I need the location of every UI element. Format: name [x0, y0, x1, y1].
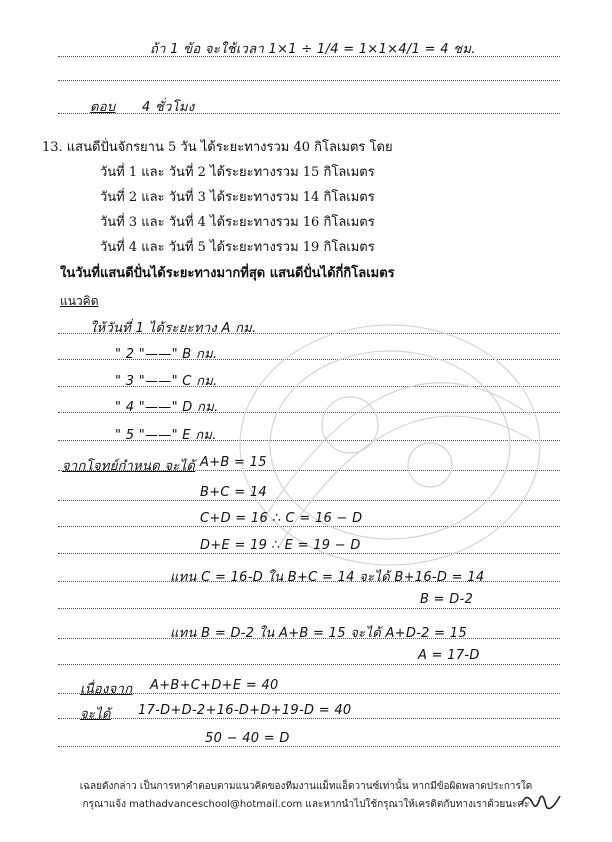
footer-line-2: กรุณาแจ้ง mathadvanceschool@hotmail.com และหากนำไปใช้กรุณาให้เครดิตกับทางเราด้วยนะคะ — [82, 799, 530, 810]
then-equation: 17-D+D-2+16-D+D+19-D = 40 — [138, 703, 352, 718]
equation-4: D+E = 19 ∴ E = 19 − D — [200, 538, 361, 553]
footer-line-1: เฉลยดังกล่าว เป็นการหาคำตอบตามแนวคิดของทีมงานแม็ทแอ็ดวานซ์เท่านั้น หากมีข้อผิดพลาดประการใด — [79, 781, 533, 792]
substitution-1: แทน C = 16-D ใน B+C = 14 จะได้ B+16-D = 14 — [170, 570, 485, 585]
answer-label: ตอบ — [90, 100, 116, 115]
definition-day-2: " 2 "——" B กม. — [115, 347, 218, 362]
substitution-1-result: B = D-2 — [420, 592, 474, 607]
solution-heading: แนวคิด — [60, 294, 99, 308]
writing-line — [58, 664, 560, 665]
substitution-2-result: A = 17-D — [418, 648, 480, 663]
equation-2: B+C = 14 — [200, 485, 267, 500]
definition-day-5: " 5 "——" E กม. — [115, 428, 217, 443]
definition-day-4: " 4 "——" D กม. — [115, 400, 219, 415]
condition-2: วันที่ 2 และ วันที่ 3 ได้ระยะทางรวม 14 กิโลเมตร — [100, 190, 375, 205]
writing-line — [58, 693, 560, 694]
writing-line — [58, 113, 560, 114]
writing-line — [58, 746, 560, 747]
since-label: เนื่องจาก — [80, 682, 133, 697]
condition-1: วันที่ 1 และ วันที่ 2 ได้ระยะทางรวม 15 กิโลเมตร — [100, 165, 375, 180]
top-line-1: ถ้า 1 ข้อ จะใช้เวลา 1×1 ÷ 1/4 = 1×1×4/1 = 4 ชม. — [150, 42, 476, 57]
since-equation: A+B+C+D+E = 40 — [150, 678, 279, 693]
equation-3: C+D = 16 ∴ C = 16 − D — [200, 511, 363, 526]
writing-line — [58, 80, 560, 81]
question-prompt: ในวันที่แสนดีปั่นได้ระยะทางมากที่สุด แสนดีปั่นได้กี่กิโลเมตร — [60, 266, 395, 281]
equation-1: A+B = 15 — [200, 455, 267, 470]
given-label: จากโจทย์กำหนด จะได้ — [62, 459, 196, 474]
answer-value: 4 ชั่วโมง — [142, 100, 195, 115]
condition-4: วันที่ 4 และ วันที่ 5 ได้ระยะทางรวม 19 กิโลเมตร — [100, 240, 375, 255]
substitution-2: แทน B = D-2 ใน A+B = 15 จะได้ A+D-2 = 15 — [170, 626, 467, 641]
then-label: จะได้ — [80, 707, 111, 722]
question-number-text: 13. แสนดีปั่นจักรยาน 5 วัน ได้ระยะทางรวม 40 กิโลเมตร โดย — [42, 140, 393, 155]
definition-day-3: " 3 "——" C กม. — [115, 374, 218, 389]
writing-line — [58, 608, 560, 609]
final-equation: 50 − 40 = D — [205, 731, 290, 746]
signature-mark — [518, 790, 564, 816]
definition-day-1: ให้วันที่ 1 ได้ระยะทาง A กม. — [90, 321, 257, 336]
writing-line — [58, 718, 560, 719]
condition-3: วันที่ 3 และ วันที่ 4 ได้ระยะทางรวม 16 กิโลเมตร — [100, 215, 375, 230]
